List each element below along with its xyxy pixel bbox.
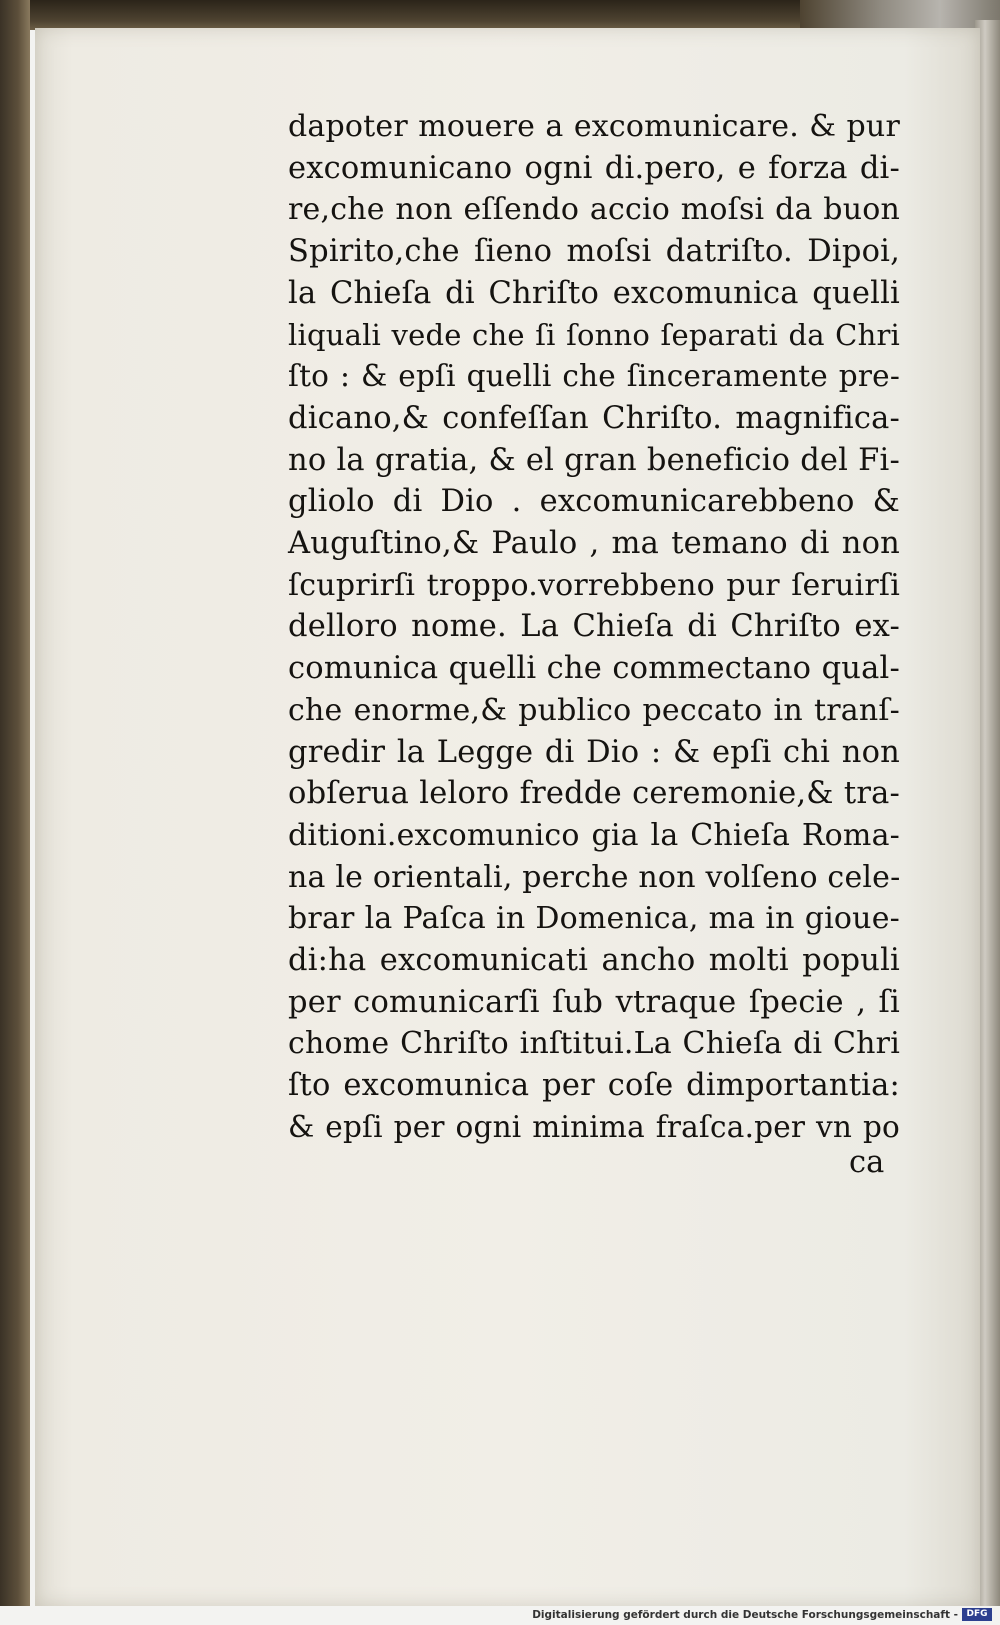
text-line: comunica quelli che commectano qual- <box>288 651 900 687</box>
text-line: gliolo di Dio . excomunicarebbeno & <box>288 484 900 520</box>
text-line: dapoter mouere a excomunicare. & pur <box>288 109 900 144</box>
text-line: dicano,& confeſſan Chriſto. magnifica- <box>288 400 900 436</box>
text-line: ditioni.excomunico gia la Chieſa Roma- <box>288 817 900 853</box>
text-line: excomunicano ogni di.pero, e forza di- <box>288 150 900 186</box>
text-line: & epſi per ogni minima fraſca.per vn po <box>288 1109 900 1144</box>
text-line: ſto excomunica per coſe dimportantia: <box>288 1068 900 1104</box>
page-text-block <box>288 106 908 1149</box>
text-line: no la gratia, & el gran beneficio del Fi- <box>288 442 900 478</box>
text-line: ſcuprirſi troppo.vorrebbeno pur ſeruirſi <box>288 567 900 603</box>
text-line: brar la Paſca in Domenica, ma in gioue- <box>288 901 900 937</box>
text-line: ſto : & epſi quelli che ſinceramente pre- <box>288 359 900 394</box>
catchword: ca <box>849 1145 885 1180</box>
text-line: per comunicarſi ſub vtraque ſpecie , ſi <box>288 984 900 1020</box>
dfg-logo: DFG <box>962 1608 992 1621</box>
text-line: na le orientali, perche non volſeno cele- <box>288 859 901 895</box>
text-line: chome Chriſto inſtitui.La Chieſa di Chri <box>288 1026 900 1062</box>
text-line: Spirito,che ſieno moſsi datriſto. Dipoi, <box>288 234 900 270</box>
text-line: che enorme,& publico peccato in tranſ- <box>288 692 900 728</box>
text-line: di:ha excomunicati ancho molti populi <box>288 943 900 979</box>
text-line: liquali vede che ſi ſonno ſeparati da Chri <box>288 317 900 352</box>
digitization-credit: Digitalisierung gefördert durch die Deutsche Forschungsgemeinschaft - <box>532 1609 958 1621</box>
text-line: obſerua leloro fredde ceremonie,& tra- <box>288 776 900 812</box>
text-line: la Chieſa di Chriſto excomunica quelli <box>288 275 900 311</box>
text-line: Auguſtino,& Paulo , ma temano di non <box>288 526 900 562</box>
text-line: re,che non eſſendo accio moſsi da buon <box>288 192 900 228</box>
text-line: gredir la Legge di Dio : & epſi chi non <box>288 734 900 770</box>
book-cover-corner <box>800 0 1000 30</box>
book-cover-edge <box>0 0 30 1610</box>
text-line: delloro nome. La Chieſa di Chriſto ex- <box>288 609 900 645</box>
